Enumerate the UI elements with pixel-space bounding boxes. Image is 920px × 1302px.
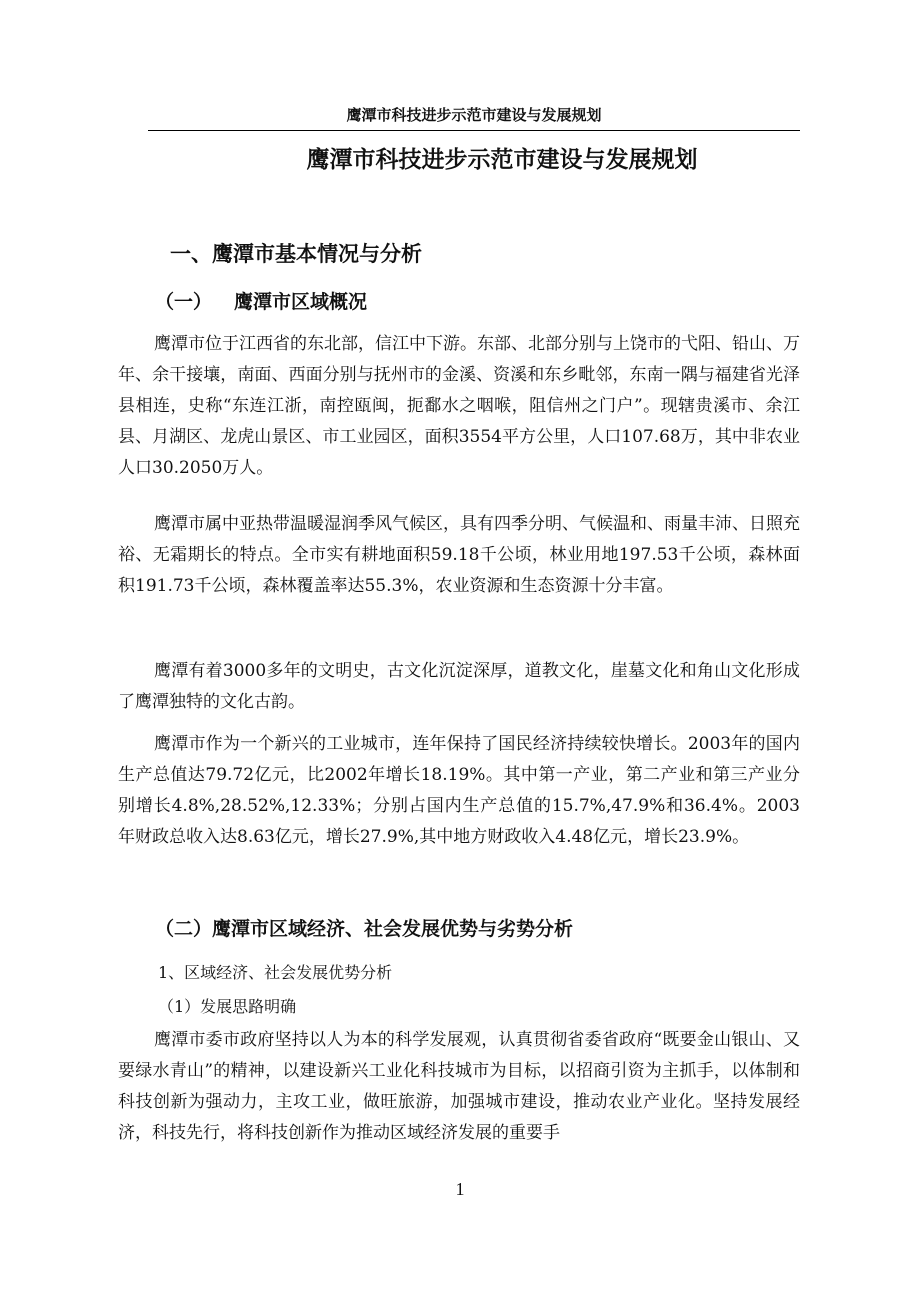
list-item-advantages: 1、区域经济、社会发展优势分析 [158, 963, 393, 982]
running-header: 鹰潭市科技进步示范市建设与发展规划 [346, 106, 602, 124]
paragraph-climate: 鹰潭市属中亚热带温暖湿润季风气候区，具有四季分明、气候温和、雨量丰沛、日照充裕、无霜期长的特点。全市实有耕地面积59.18千公顷，林业用地197.53千公顷，森林面积191.73千公顷，森林覆盖率达55.3%，农业资源和生态资源十分丰富。 [118, 514, 800, 596]
paragraph-economy: 鹰潭市作为一个新兴的工业城市，连年保持了国民经济持续较快增长。2003年的国内生产总值达79.72亿元，比2002年增长18.19%。其中第一产业，第二产业和第三产业分别增长4.8%,28.52%,12.33%；分别占国内生产总值的15.7%,47.9%和36.4%。2003年财政总收入达8.63亿元，增长27.9%,其中地方财政收入4.48亿元，增长23.9%。 [118, 734, 800, 847]
paragraph-culture: 鹰潭有着3000多年的文明史，古文化沉淀深厚，道教文化，崖墓文化和角山文化形成了鹰潭独特的文化古韵。 [118, 661, 800, 712]
document-title: 鹰潭市科技进步示范市建设与发展规划 [306, 147, 698, 173]
subsection-heading-1 [155, 284, 367, 320]
subsection-title: 鹰潭市区域概况 [234, 291, 368, 313]
section-heading-1: 一、鹰潭市基本情况与分析 [170, 242, 422, 266]
subsection-label: （一） [155, 291, 213, 313]
list-item-development-ideas: （1）发展思路明确 [158, 997, 297, 1016]
header-rule [148, 130, 800, 131]
page-number: 1 [455, 1179, 465, 1199]
paragraph-strategy: 鹰潭市委市政府坚持以人为本的科学发展观，认真贯彻省委省政府“既要金山银山、又要绿水青山”的精神，以建设新兴工业化科技城市为目标，以招商引资为主抓手，以体制和科技创新为强动力，主攻工业，做旺旅游，加强城市建设，推动农业产业化。坚持发展经济，科技先行，将科技创新作为推动区域经济发展的重要手 [118, 1030, 800, 1143]
paragraph-location: 鹰潭市位于江西省的东北部，信江中下游。东部、北部分别与上饶市的弋阳、铅山、万年、余干接壤，南面、西面分别与抚州市的金溪、资溪和东乡毗邻，东南一隅与福建省光泽县相连，史称“东连江浙，南控瓯闽，扼鄱水之咽喉，阻信州之门户”。现辖贵溪市、余江县、月湖区、龙虎山景区、市工业园区，面积3554平方公里，人口107.68万，其中非农业人口30.2050万人。 [118, 334, 800, 478]
subsection-heading-2: （二）鹰潭市区域经济、社会发展优势与劣势分析 [155, 918, 574, 940]
